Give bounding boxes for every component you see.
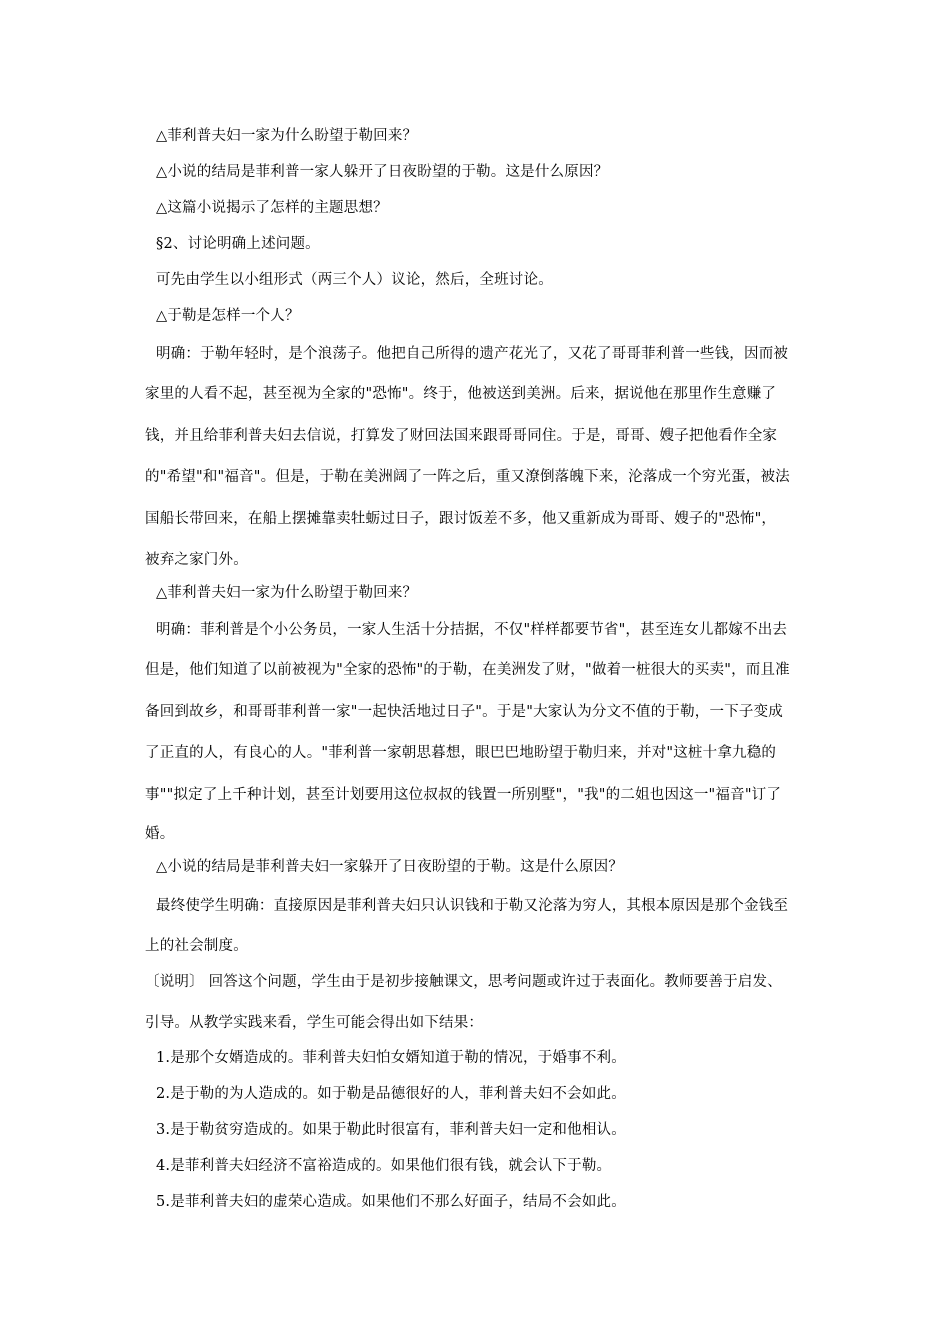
list-item: 1.是那个女婿造成的。菲利普夫妇怕女婿知道于勒的情况，于婚事不利。 (156, 1050, 626, 1066)
paragraph-line: 备回到故乡，和哥哥菲利普一家"一起快活地过日子"。于是"大家认为分文不值的于勒，一下子变成 (145, 704, 784, 720)
paragraph-line: 的"希望"和"福音"。但是，于勒在美洲阔了一阵之后，重又潦倒落魄下来，沦落成一个穷光蛋，被法 (145, 469, 790, 485)
paragraph-line: 明确：菲利普是个小公务员，一家人生活十分拮据，不仅"样样都要节省"，甚至连女儿都嫁不出去 (156, 622, 788, 638)
list-item: 2.是于勒的为人造成的。如于勒是品德很好的人，菲利普夫妇不会如此。 (156, 1086, 626, 1102)
paragraph-line: 明确：于勒年轻时，是个浪荡子。他把自己所得的遗产花光了，又花了哥哥菲利普一些钱，因而被 (156, 346, 789, 362)
list-item: 3.是于勒贫穷造成的。如果于勒此时很富有，菲利普夫妇一定和他相认。 (156, 1122, 626, 1138)
paragraph-line: 但是，他们知道了以前被视为"全家的恐怖"的于勒，在美洲发了财，"做着一桩很大的买卖"，而且准 (145, 662, 790, 678)
question-ending-reason: △小说的结局是菲利普一家人躲开了日夜盼望的于勒。这是什么原因？ (156, 164, 609, 180)
question-why-hope: △菲利普夫妇一家为什么盼望于勒回来？ (156, 128, 418, 144)
paragraph-line: 事""拟定了上千种计划，甚至计划要用这位叔叔的钱置一所别墅"，"我"的二姐也因这一"福音"订了 (145, 787, 782, 803)
paragraph-line: 被弃之家门外。 (145, 552, 248, 568)
question-ending-reason-repeat: △小说的结局是菲利普夫妇一家躲开了日夜盼望的于勒。这是什么原因？ (156, 859, 624, 875)
section-heading: §2、讨论明确上述问题。 (156, 236, 320, 252)
question-why-hope-repeat: △菲利普夫妇一家为什么盼望于勒回来？ (156, 585, 418, 601)
paragraph-line: 最终使学生明确：直接原因是菲利普夫妇只认识钱和于勒又沦落为穷人，其根本原因是那个金钱至 (156, 898, 789, 914)
question-theme: △这篇小说揭示了怎样的主题思想？ (156, 200, 388, 216)
paragraph-line: 上的社会制度。 (145, 938, 248, 954)
paragraph-line: 国船长带回来，在船上摆摊靠卖牡蛎过日子，跟讨饭差不多，他又重新成为哥哥、嫂子的"恐怖"， (145, 511, 777, 527)
paragraph-line: 了正直的人，有良心的人。"菲利普一家朝思暮想，眼巴巴地盼望于勒归来，并对"这桩十拿九稳的 (145, 745, 777, 761)
list-item: 4.是菲利普夫妇经济不富裕造成的。如果他们很有钱，就会认下于勒。 (156, 1158, 612, 1174)
question-who-is-jules: △于勒是怎样一个人？ (156, 308, 300, 324)
note-line: 引导。从教学实践来看，学生可能会得出如下结果： (145, 1015, 484, 1031)
list-item: 5.是菲利普夫妇的虚荣心造成。如果他们不那么好面子，结局不会如此。 (156, 1194, 626, 1210)
instruction-text: 可先由学生以小组形式（两三个人）议论，然后，全班讨论。 (156, 272, 553, 288)
paragraph-line: 婚。 (145, 826, 175, 842)
note-line: 〔说明〕 回答这个问题，学生由于是初步接触课文，思考问题或许过于表面化。教师要善于启发、 (145, 974, 782, 990)
paragraph-line: 家里的人看不起，甚至视为全家的"恐怖"。终于，他被送到美洲。后来，据说他在那里作生意赚了 (145, 386, 777, 402)
paragraph-line: 钱，并且给菲利普夫妇去信说，打算发了财回法国来跟哥哥同住。于是，哥哥、嫂子把他看作全家 (145, 428, 778, 444)
